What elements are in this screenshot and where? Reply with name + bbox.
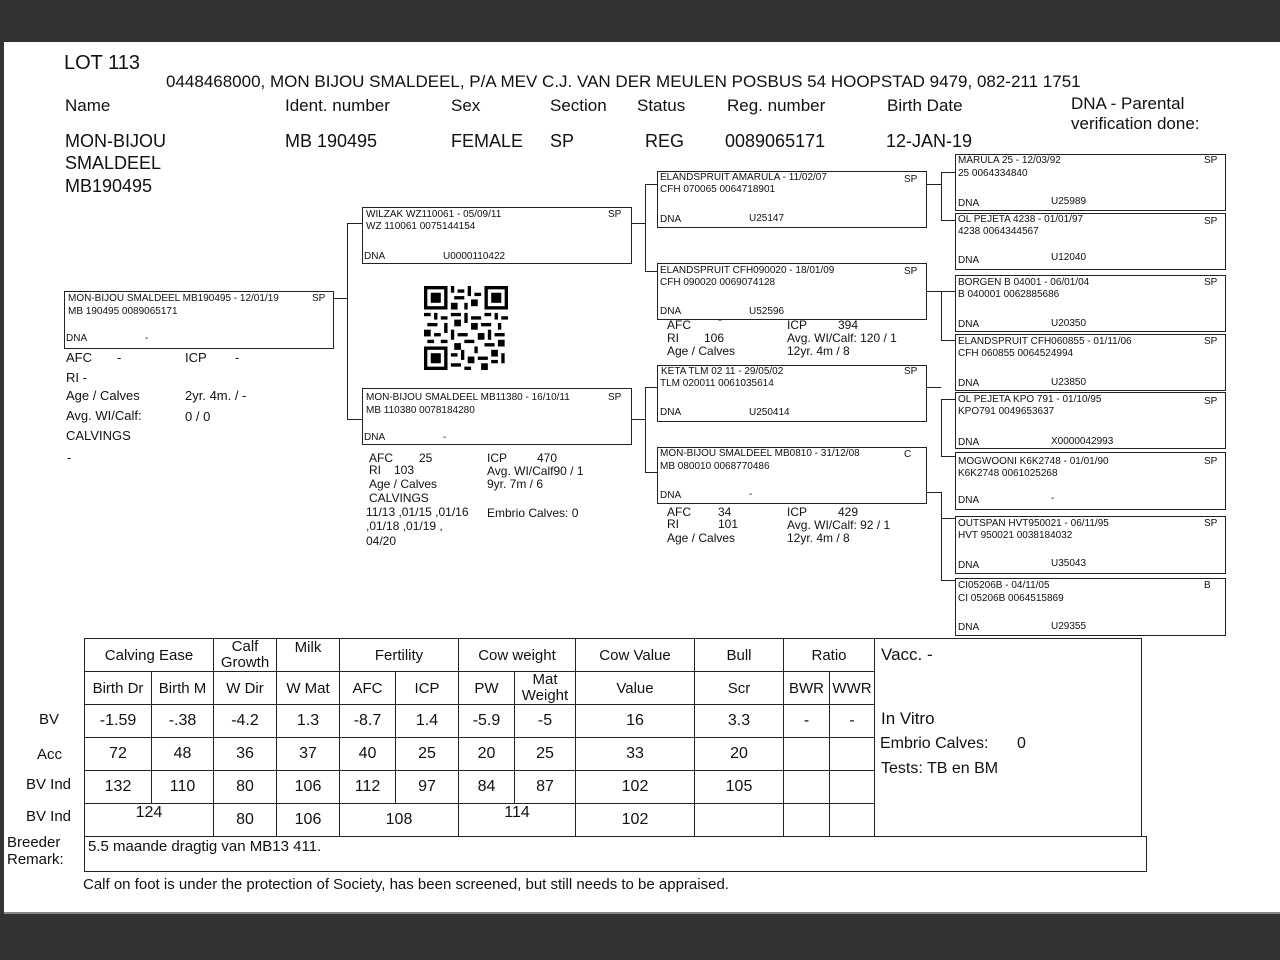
connector — [941, 340, 955, 341]
acc-cell — [784, 738, 830, 771]
bv-cell: -5.9 — [459, 705, 515, 738]
acc-cell: 33 — [576, 738, 695, 771]
acc-cell: 40 — [340, 738, 396, 771]
group-bull: Bull — [695, 639, 784, 672]
breeding-values-table — [84, 638, 1142, 837]
connector — [926, 291, 941, 292]
ggp5-dna-value: X0000042993 — [1051, 436, 1114, 447]
bv-cell: 16 — [576, 705, 695, 738]
gp1-dna-value: U25147 — [749, 213, 785, 224]
bvind2-cell — [830, 804, 875, 837]
gp4-afc-value: 34 — [718, 505, 732, 519]
ggp4-dna-value: U23850 — [1051, 377, 1087, 388]
bvind2-cell: 80 — [214, 804, 277, 837]
gp1-dna-label: DNA — [660, 214, 682, 225]
bvind-cell: 110 — [152, 771, 214, 804]
col-dna-1: DNA - Parental — [1071, 94, 1185, 113]
animal-name-2: SMALDEEL — [65, 153, 162, 173]
ggp-box-4 — [955, 334, 1226, 391]
ggp6-title: MOGWOONI K6K2748 - 01/01/90 — [958, 456, 1109, 467]
subject-calvings-label: CALVINGS — [66, 428, 131, 443]
connector — [347, 419, 362, 420]
ggp4-section: SP — [1204, 336, 1218, 347]
animal-status: REG — [645, 131, 685, 151]
ggp2-dna-label: DNA — [958, 255, 980, 266]
grandparent-box-2 — [657, 263, 927, 320]
gp2-afc-label: AFC — [667, 318, 691, 332]
ggp3-section: SP — [1204, 277, 1218, 288]
sub-value: Value — [576, 672, 695, 705]
col-ident: Ident. number — [285, 96, 390, 115]
embrio-label: Embrio Calves: — [880, 735, 989, 752]
ggp1-dna-value: U25989 — [1051, 196, 1087, 207]
dam-ri-value: 103 — [394, 463, 415, 477]
connector — [347, 223, 348, 420]
gp3-title: KETA TLM 02 11 - 29/05/02 — [661, 366, 784, 377]
bvind2-cell — [784, 804, 830, 837]
connector — [941, 172, 942, 221]
remark-label: Breeder Remark: — [7, 834, 64, 868]
ggp3-ids: B 040001 0062885686 — [958, 289, 1060, 300]
footer-note: Calf on foot is under the protection of Society, has been screened, but still needs to be appraised. — [83, 876, 729, 893]
dam-ri-label: RI — [369, 463, 381, 477]
connector — [645, 271, 657, 272]
group-cow-weight: Cow weight — [459, 639, 576, 672]
subject-calvings-value: - — [67, 450, 72, 465]
dam-age-label: Age / Calves — [369, 477, 438, 491]
sub-birth-m: Birth M — [152, 672, 214, 705]
bvind2-cell: 106 — [277, 804, 340, 837]
connector — [347, 223, 362, 224]
bvind-cell: 106 — [277, 771, 340, 804]
ggp5-title: OL PEJETA KPO 791 - 01/10/95 — [958, 394, 1102, 405]
gp2-icp-label: ICP — [787, 318, 808, 332]
dam-afc-label: AFC — [369, 451, 393, 465]
gp4-ri-value: 101 — [718, 517, 739, 531]
col-status: Status — [637, 96, 686, 115]
connector — [941, 220, 955, 221]
acc-cell: 25 — [396, 738, 459, 771]
gp4-age-value: 12yr. 4m / 8 — [787, 531, 850, 545]
ggp5-section: SP — [1204, 396, 1218, 407]
group-calf-growth: Calf Growth — [214, 639, 277, 672]
gp2-afc-value: - — [718, 312, 722, 326]
col-dna-2: verification done: — [1071, 114, 1200, 133]
bv-cell: -4.2 — [214, 705, 277, 738]
ggp6-ids: K6K2748 0061025268 — [958, 468, 1058, 479]
ggp7-title: OUTSPAN HVT950021 - 06/11/95 — [958, 518, 1109, 529]
dam-icp-value: 470 — [537, 451, 558, 465]
col-reg: Reg. number — [727, 96, 826, 115]
remark-text: 5.5 maande dragtig van MB13 411. — [88, 838, 322, 855]
gp4-age-label: Age / Calves — [667, 531, 736, 545]
ggp2-dna-value: U12040 — [1051, 252, 1087, 263]
sub-mat-weight: Mat Weight — [515, 672, 576, 705]
side-panel — [875, 639, 1142, 837]
ggp-box-6 — [955, 452, 1226, 510]
subject-afc-label: AFC — [66, 350, 92, 365]
col-name: Name — [65, 96, 111, 115]
group-ratio: Ratio — [784, 639, 875, 672]
grandparent-box-4 — [657, 447, 927, 504]
gp4-icp-label: ICP — [787, 505, 808, 519]
bvind2-cell: 124 — [85, 804, 214, 837]
bvind-cell: 80 — [214, 771, 277, 804]
connector — [645, 472, 657, 473]
gp2-dna-value: U52596 — [749, 306, 785, 317]
gp4-icp-value: 429 — [838, 505, 859, 519]
subject-section: SP — [312, 293, 326, 304]
connector — [645, 184, 657, 185]
dam-afc-value: 25 — [419, 451, 433, 465]
connector — [645, 184, 646, 272]
group-milk: Milk — [277, 639, 340, 672]
subject-dna-label: DNA — [66, 333, 88, 344]
bvind-cell: 97 — [396, 771, 459, 804]
gp2-age-value: 12yr. 4m / 8 — [787, 344, 850, 358]
connector — [941, 492, 942, 581]
dam-dna-label: DNA — [364, 432, 386, 443]
sire-title: WILZAK WZ110061 - 05/09/11 — [366, 209, 502, 220]
dam-age-value: 9yr. 7m / 6 — [487, 477, 544, 491]
sub-w-dir: W Dir — [214, 672, 277, 705]
gp2-ids: CFH 090020 0069074128 — [660, 277, 776, 288]
acc-cell: 25 — [515, 738, 576, 771]
row-label-bvind-2: BV Ind — [26, 808, 72, 825]
gp1-title: ELANDSPRUIT AMARULA - 11/02/07 — [660, 172, 827, 183]
connector — [941, 456, 955, 457]
connector — [941, 399, 955, 400]
ggp6-section: SP — [1204, 456, 1218, 467]
sire-section: SP — [608, 209, 622, 220]
connector — [333, 298, 347, 299]
acc-cell: 37 — [277, 738, 340, 771]
bvind2-cell: 114 — [459, 804, 576, 837]
bv-cell: 1.3 — [277, 705, 340, 738]
in-vitro-label: In Vitro — [881, 709, 935, 728]
gp4-afc-label: AFC — [667, 505, 691, 519]
subject-age-label: Age / Calves — [66, 388, 140, 403]
gp2-ri-value: 106 — [704, 331, 725, 345]
gp4-dna-value: - — [749, 489, 753, 500]
ggp4-title: ELANDSPRUIT CFH060855 - 01/11/06 — [958, 336, 1132, 347]
ggp8-title: CI05206B - 04/11/05 — [958, 580, 1050, 591]
bv-cell: -5 — [515, 705, 576, 738]
connector — [645, 387, 646, 473]
bvind-cell: 105 — [695, 771, 784, 804]
subject-age-value: 2yr. 4m. / - — [185, 388, 247, 403]
qr-code-image — [422, 286, 510, 370]
ggp1-section: SP — [1204, 155, 1218, 166]
subject-avg-label: Avg. WI/Calf: — [66, 408, 142, 423]
ggp-box-7 — [955, 516, 1226, 574]
col-section: Section — [550, 96, 607, 115]
connector — [926, 387, 941, 388]
gp2-ri-label: RI — [667, 331, 679, 345]
gp4-section: C — [904, 449, 912, 460]
connector — [631, 223, 645, 224]
connector — [941, 172, 955, 173]
bottom-divider — [4, 912, 1280, 914]
dam-calvings-2: ,01/18 ,01/19 , — [366, 519, 443, 533]
dam-avg: Avg. WI/Calf90 / 1 — [487, 464, 584, 478]
subject-ids: MB 190495 0089065171 — [68, 306, 178, 317]
group-calving-ease: Calving Ease — [85, 639, 214, 672]
ggp7-dna-label: DNA — [958, 560, 980, 571]
dam-calvings-1: 11/13 ,01/15 ,01/16 — [366, 505, 469, 519]
sub-bwr: BWR — [784, 672, 830, 705]
acc-cell: 48 — [152, 738, 214, 771]
connector — [941, 399, 942, 457]
row-label-bv: BV — [39, 711, 60, 728]
pedigree-sheet — [4, 42, 1280, 914]
gp3-ids: TLM 020011 0061035614 — [660, 378, 774, 389]
grandparent-box-1 — [657, 171, 927, 228]
group-cow-value: Cow Value — [576, 639, 695, 672]
bv-cell: -.38 — [152, 705, 214, 738]
connector — [941, 291, 955, 292]
dam-title: MON-BIJOU SMALDEEL MB11380 - 16/10/11 — [366, 392, 570, 403]
tests-text: Tests: TB en BM — [881, 760, 999, 777]
bvind2-cell: 102 — [576, 804, 695, 837]
group-fertility: Fertility — [340, 639, 459, 672]
ggp7-dna-value: U35043 — [1051, 558, 1087, 569]
bvind-cell: 102 — [576, 771, 695, 804]
gp4-title: MON-BIJOU SMALDEEL MB0810 - 31/12/08 — [660, 448, 860, 459]
bvind2-cell: 108 — [340, 804, 459, 837]
ggp-box-8 — [955, 578, 1226, 636]
subject-afc-value: - — [117, 350, 122, 365]
ggp8-section: B — [1204, 580, 1211, 591]
bv-cell: - — [830, 705, 875, 738]
sub-wwr: WWR — [830, 672, 875, 705]
connector — [941, 518, 955, 519]
sub-icp: ICP — [396, 672, 459, 705]
ggp1-dna-label: DNA — [958, 198, 980, 209]
dam-box — [362, 388, 632, 445]
sire-ids: WZ 110061 0075144154 — [366, 221, 476, 232]
sub-birth-dr: Birth Dr — [85, 672, 152, 705]
sub-w-mat: W Mat — [277, 672, 340, 705]
bvind-cell: 87 — [515, 771, 576, 804]
subject-icp-value: - — [235, 350, 240, 365]
sire-dna-value: U0000110422 — [443, 251, 506, 262]
col-sex: Sex — [451, 96, 481, 115]
dam-dna-value: - — [443, 432, 447, 443]
ggp6-dna-value: - — [1051, 493, 1055, 504]
animal-name-1: MON-BIJOU — [65, 131, 166, 151]
bvind-cell — [784, 771, 830, 804]
subject-title: MON-BIJOU SMALDEEL MB190495 - 12/01/19 — [68, 293, 279, 304]
subject-box — [64, 291, 334, 349]
sire-box — [362, 207, 632, 264]
dam-section: SP — [608, 392, 622, 403]
gp4-ri-label: RI — [667, 517, 679, 531]
dam-icp-label: ICP — [487, 451, 508, 465]
ggp2-section: SP — [1204, 216, 1218, 227]
gp1-ids: CFH 070065 0064718901 — [660, 184, 776, 195]
gp3-section: SP — [904, 366, 918, 377]
dam-embrio: Embrio Calves: 0 — [487, 506, 579, 520]
animal-sex: FEMALE — [451, 131, 524, 151]
sub-pw: PW — [459, 672, 515, 705]
gp3-dna-value: U250414 — [749, 407, 790, 418]
ggp8-dna-value: U29355 — [1051, 621, 1087, 632]
animal-birth: 12-JAN-19 — [886, 131, 973, 151]
sire-dna-label: DNA — [364, 251, 386, 262]
dam-calvings-3: 04/20 — [366, 534, 397, 548]
connector — [941, 580, 955, 581]
acc-cell — [830, 738, 875, 771]
gp2-icp-value: 394 — [838, 318, 859, 332]
bvind-cell: 112 — [340, 771, 396, 804]
ggp6-dna-label: DNA — [958, 495, 980, 506]
bvind-cell — [830, 771, 875, 804]
dam-calvings-label: CALVINGS — [369, 491, 429, 505]
ggp2-title: OL PEJETA 4238 - 01/01/97 — [958, 214, 1084, 225]
row-label-acc: Acc — [37, 746, 63, 763]
ggp5-ids: KPO791 0049653637 — [958, 406, 1055, 417]
gp4-avg: Avg. WI/Calf: 92 / 1 — [787, 518, 891, 532]
animal-name-3: MB190495 — [65, 176, 153, 196]
embrio-value: 0 — [1017, 735, 1026, 752]
connector — [926, 492, 941, 493]
animal-section: SP — [550, 131, 575, 151]
bv-cell: -1.59 — [85, 705, 152, 738]
acc-cell: 20 — [695, 738, 784, 771]
connector — [645, 387, 657, 388]
dam-ids: MB 110380 0078184280 — [366, 405, 475, 416]
subject-ri: RI - — [66, 370, 87, 385]
vacc-text: Vacc. - — [881, 645, 933, 664]
ggp7-section: SP — [1204, 518, 1218, 529]
ggp4-ids: CFH 060855 0064524994 — [958, 348, 1074, 359]
connector — [941, 291, 942, 341]
animal-reg: 0089065171 — [725, 131, 826, 151]
bv-cell: 1.4 — [396, 705, 459, 738]
ggp5-dna-label: DNA — [958, 437, 980, 448]
gp2-section: SP — [904, 266, 918, 277]
gp3-dna-label: DNA — [660, 407, 682, 418]
grandparent-box-3 — [657, 365, 927, 422]
ggp1-ids: 25 0064334840 — [958, 168, 1028, 179]
ggp8-dna-label: DNA — [958, 622, 980, 633]
ggp3-title: BORGEN B 04001 - 06/01/04 — [958, 277, 1090, 288]
ggp-box-5 — [955, 392, 1226, 449]
gp2-dna-label: DNA — [660, 306, 682, 317]
gp2-age-label: Age / Calves — [667, 344, 736, 358]
bvind-cell: 84 — [459, 771, 515, 804]
ggp4-dna-label: DNA — [958, 378, 980, 389]
animal-ident: MB 190495 — [285, 131, 378, 151]
sub-scr: Scr — [695, 672, 784, 705]
gp2-title: ELANDSPRUIT CFH090020 - 18/01/09 — [660, 265, 835, 276]
subject-avg-value: 0 / 0 — [185, 409, 211, 424]
ggp-box-1 — [955, 154, 1226, 211]
bvind2-cell — [695, 804, 784, 837]
ggp8-ids: CI 05206B 0064515869 — [958, 593, 1064, 604]
ggp-box-2 — [955, 213, 1226, 270]
gp1-section: SP — [904, 174, 918, 185]
acc-cell: 72 — [85, 738, 152, 771]
owner-line: 0448468000, MON BIJOU SMALDEEL, P/A MEV C.J. VAN DER MEULEN POSBUS 54 HOOPSTAD 9479, 082-211 1751 — [166, 72, 1081, 91]
acc-cell: 36 — [214, 738, 277, 771]
ggp2-ids: 4238 0064344567 — [958, 226, 1039, 237]
gp4-ids: MB 080010 0068770486 — [660, 461, 770, 472]
bv-cell: -8.7 — [340, 705, 396, 738]
gp4-dna-label: DNA — [660, 490, 682, 501]
connector — [631, 419, 645, 420]
subject-dna-value: - — [145, 333, 149, 344]
subject-icp-label: ICP — [185, 350, 207, 365]
bvind-cell: 132 — [85, 771, 152, 804]
row-label-bvind: BV Ind — [26, 776, 72, 793]
remark-box — [84, 836, 1147, 872]
sub-afc: AFC — [340, 672, 396, 705]
lot-number: LOT 113 — [64, 52, 140, 74]
ggp1-title: MARULA 25 - 12/03/92 — [958, 155, 1061, 166]
col-birth: Birth Date — [887, 96, 963, 115]
bv-cell: 3.3 — [695, 705, 784, 738]
gp2-avg: Avg. WI/Calf: 120 / 1 — [787, 331, 897, 345]
ggp3-dna-value: U20350 — [1051, 318, 1087, 329]
ggp7-ids: HVT 950021 0038184032 — [958, 530, 1073, 541]
ggp-box-3 — [955, 275, 1226, 332]
acc-cell: 20 — [459, 738, 515, 771]
ggp3-dna-label: DNA — [958, 319, 980, 330]
connector — [926, 184, 941, 185]
bv-cell: - — [784, 705, 830, 738]
